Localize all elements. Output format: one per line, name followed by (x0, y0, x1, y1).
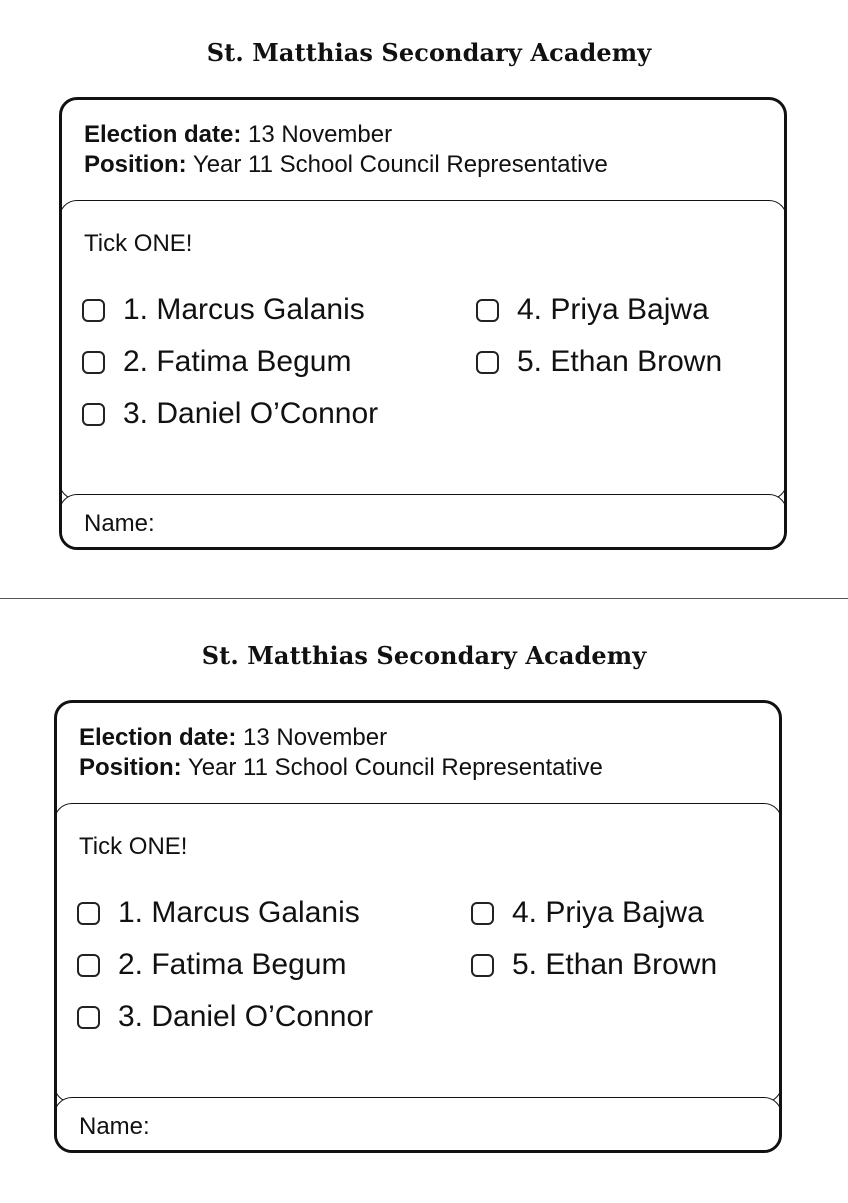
candidate-option-1[interactable] (77, 893, 360, 933)
candidate-name: 1. Marcus Galanis (118, 896, 360, 929)
candidate-checkbox-5[interactable] (471, 954, 494, 977)
candidate-checkbox-1[interactable] (82, 299, 105, 322)
candidate-checkbox-2[interactable] (82, 351, 105, 374)
candidate-checkbox-5[interactable] (476, 351, 499, 374)
voter-name-label: Name: (79, 1113, 150, 1140)
ballot-bottom (0, 603, 848, 1203)
candidate-checkbox-3[interactable] (77, 1006, 100, 1029)
voter-name-section[interactable] (59, 494, 787, 550)
candidate-name: 2. Fatima Begum (123, 345, 352, 378)
candidate-option-3[interactable] (77, 997, 373, 1037)
position-value: Year 11 School Council Representative (187, 754, 603, 781)
instruction-text: Tick ONE! (79, 833, 188, 860)
election-date-value: 13 November (243, 724, 388, 751)
voter-name-section[interactable] (54, 1097, 782, 1153)
candidate-option-4[interactable] (471, 893, 704, 933)
candidate-checkbox-1[interactable] (77, 902, 100, 925)
candidate-checkbox-4[interactable] (476, 299, 499, 322)
candidate-name: 4. Priya Bajwa (512, 896, 704, 929)
candidate-name: 2. Fatima Begum (118, 948, 347, 981)
ballot-top (0, 0, 848, 600)
candidate-option-3[interactable] (82, 394, 378, 434)
candidate-option-4[interactable] (476, 290, 709, 330)
candidate-option-5[interactable] (476, 342, 722, 382)
candidate-name: 5. Ethan Brown (517, 345, 723, 378)
ballot-card (54, 700, 782, 1153)
candidate-checkbox-3[interactable] (82, 403, 105, 426)
candidate-name: 4. Priya Bajwa (517, 293, 709, 326)
candidate-name: 5. Ethan Brown (512, 948, 718, 981)
ballot-card (59, 97, 787, 550)
cut-line-divider (0, 598, 848, 599)
election-date-label: Election date: (84, 121, 242, 148)
candidate-name: 3. Daniel O’Connor (123, 397, 379, 430)
position-row (79, 753, 603, 783)
election-info (84, 120, 608, 180)
candidate-checkbox-2[interactable] (77, 954, 100, 977)
school-title: St. Matthias Secondary Academy (206, 38, 652, 67)
school-title: St. Matthias Secondary Academy (201, 641, 647, 670)
candidate-option-2[interactable] (77, 945, 346, 985)
election-date-value: 13 November (248, 121, 393, 148)
position-row (84, 150, 608, 180)
position-label: Position: (79, 754, 182, 781)
candidate-name: 1. Marcus Galanis (123, 293, 365, 326)
election-date-label: Election date: (79, 724, 237, 751)
candidate-name: 3. Daniel O’Connor (118, 1000, 374, 1033)
voter-name-label: Name: (84, 510, 155, 537)
position-value: Year 11 School Council Representative (192, 151, 608, 178)
candidate-option-1[interactable] (82, 290, 365, 330)
election-date-row (79, 723, 603, 753)
election-info (79, 723, 603, 783)
candidate-option-5[interactable] (471, 945, 717, 985)
election-date-row (84, 120, 608, 150)
instruction-text: Tick ONE! (84, 230, 193, 257)
position-label: Position: (84, 151, 187, 178)
candidate-option-2[interactable] (82, 342, 351, 382)
candidate-checkbox-4[interactable] (471, 902, 494, 925)
